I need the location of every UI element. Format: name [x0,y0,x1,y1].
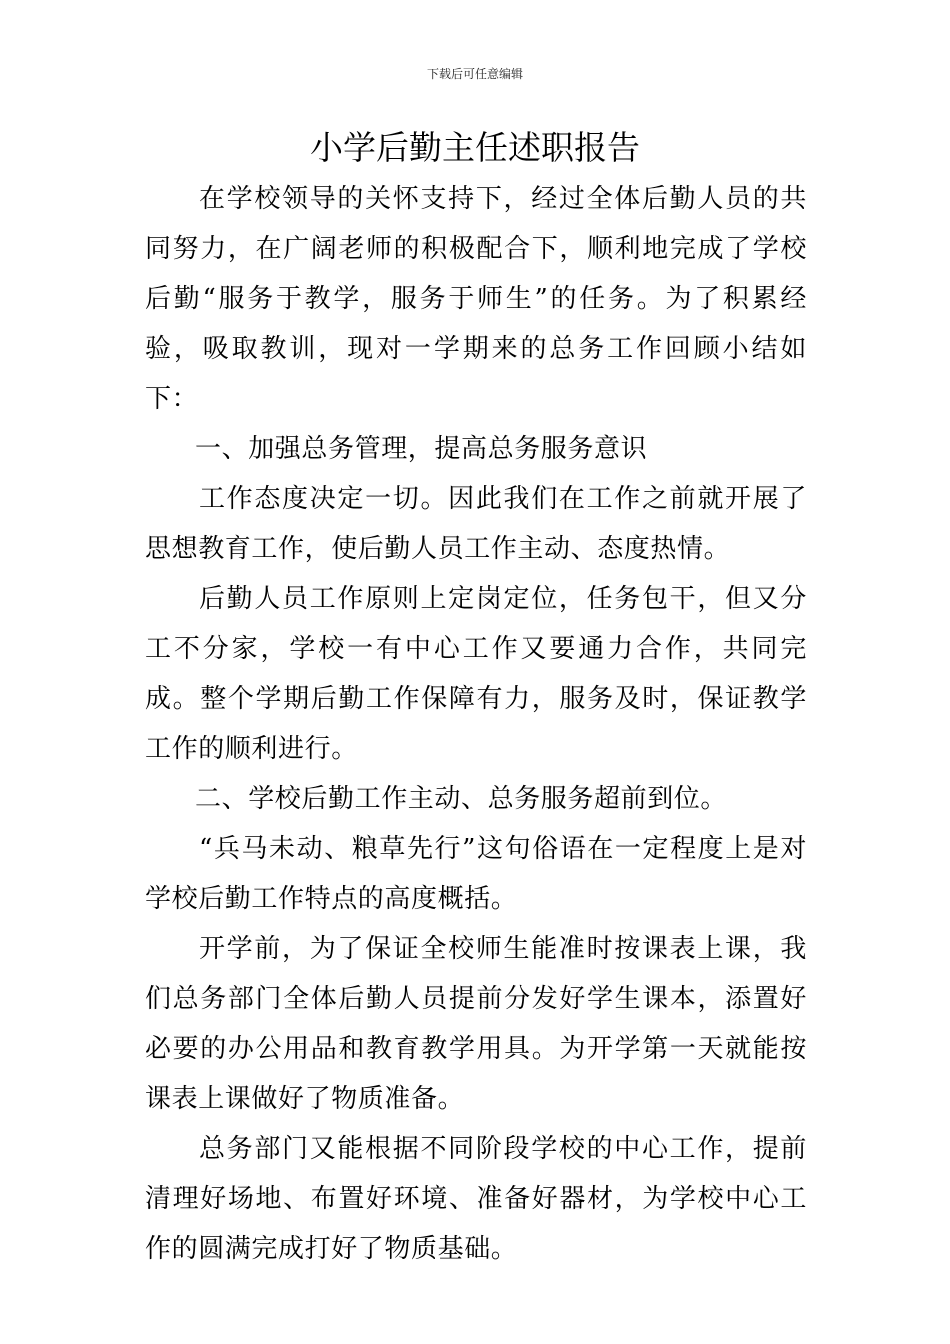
paragraph: 总务部门又能根据不同阶段学校的中心工作，提前清理好场地、布置好环境、准备好器材，为学校中心工作的圆满完成打好了物质基础。 [145,1134,807,1264]
section-heading-1: 一、加强总务管理，提高总务服务意识 [195,434,648,464]
paragraph: “兵马未动、粮草先行”这句俗语在一定程度上是对学校后勤工作特点的高度概括。 [145,834,807,914]
header-note: 下载后可任意编辑 [426,67,523,81]
document-body [145,174,807,1274]
paragraph-intro: 在学校领导的关怀支持下，经过全体后勤人员的共同努力，在广阔老师的积极配合下，顺利地完成了学校后勤“服务于教学，服务于师生”的任务。为了积累经验，吸取教训，现对一学期来的总务工作回顾小结如下： [145,184,807,414]
paragraph: 后勤人员工作原则上定岗定位，任务包干，但又分工不分家，学校一有中心工作又要通力合作，共同完成。整个学期后勤工作保障有力，服务及时，保证教学工作的顺利进行。 [145,584,807,764]
section-heading-2: 二、学校后勤工作主动、总务服务超前到位。 [195,784,728,814]
document-title: 小学后勤主任述职报告 [310,128,640,167]
paragraph: 工作态度决定一切。因此我们在工作之前就开展了思想教育工作，使后勤人员工作主动、态度热情。 [145,484,807,564]
paragraph: 开学前，为了保证全校师生能准时按课表上课，我们总务部门全体后勤人员提前分发好学生课本，添置好必要的办公用品和教育教学用具。为开学第一天就能按课表上课做好了物质准备。 [145,934,807,1114]
